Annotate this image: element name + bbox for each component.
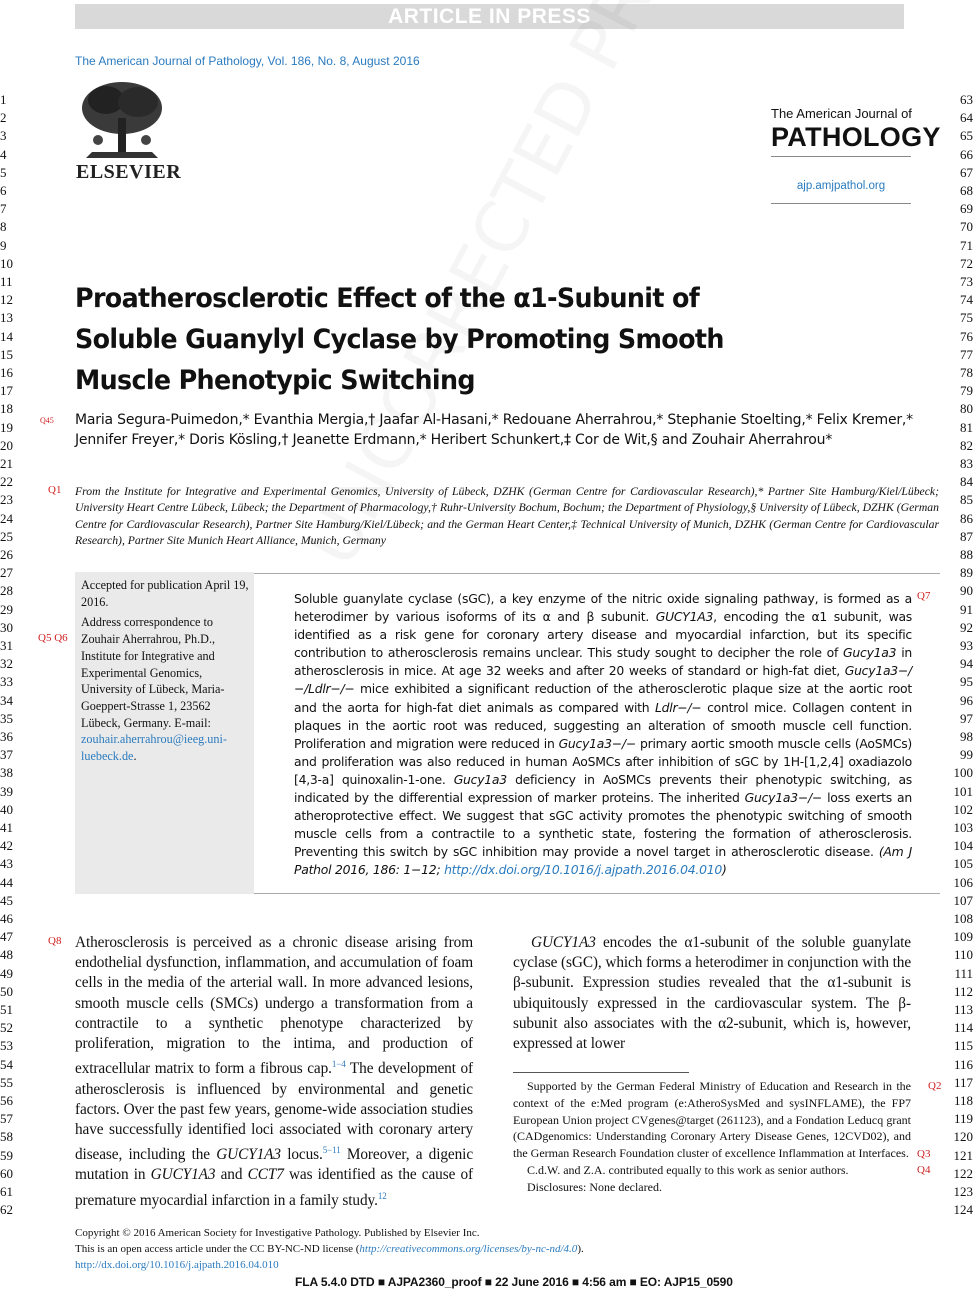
line-number: 97 [960, 710, 973, 726]
gene-name: GUCY1A3 [216, 1146, 281, 1164]
line-number: 96 [960, 692, 973, 708]
journal-brand-title: PATHOLOGY [771, 122, 941, 152]
line-number: 31 [0, 638, 13, 653]
line-number: 121 [953, 1147, 973, 1163]
line-number: 41 [0, 820, 13, 835]
gene-name: Gucy1a3−/− [558, 735, 636, 751]
line-number: 23 [0, 492, 13, 508]
line-number: 110 [953, 947, 973, 963]
line-number: 30 [0, 619, 13, 635]
line-number: 112 [953, 983, 973, 999]
line-number: 72 [960, 255, 973, 271]
query-mark-q7[interactable]: Q7 [917, 590, 931, 602]
line-number: 70 [960, 219, 973, 235]
line-number: 2 [0, 110, 7, 126]
line-number: 82 [960, 437, 973, 453]
line-number: 39 [0, 783, 13, 799]
line-number: 58 [0, 1129, 13, 1145]
line-number: 20 [0, 437, 13, 453]
line-number: 68 [960, 183, 973, 198]
line-number: 114 [953, 1020, 973, 1036]
line-number: 16 [0, 365, 13, 380]
line-number: 60 [0, 1165, 13, 1181]
article-info-text [81, 577, 253, 765]
line-number: 47 [0, 929, 13, 945]
line-number: 14 [0, 328, 13, 344]
publisher-name: ELSEVIER [76, 161, 182, 183]
gene-name: CCT7 [247, 1166, 284, 1184]
line-number: 59 [0, 1147, 13, 1163]
line-number: 65 [960, 128, 973, 144]
line-number: 115 [953, 1038, 973, 1054]
line-number: 76 [960, 328, 973, 344]
line-number: 122 [953, 1165, 973, 1181]
brand-divider-bottom [771, 203, 911, 204]
line-number: 106 [953, 874, 973, 890]
article-in-press-banner: ARTICLE IN PRESS [75, 4, 904, 29]
line-number: 12 [0, 292, 13, 308]
line-number: 7 [0, 201, 7, 217]
query-mark-q8[interactable]: Q8 [48, 935, 62, 947]
line-number: 120 [953, 1129, 973, 1145]
line-number: 81 [960, 419, 973, 435]
line-number: 24 [0, 510, 13, 526]
line-number: 35 [0, 710, 13, 726]
line-number: 108 [953, 911, 973, 926]
line-number: 67 [960, 164, 973, 180]
journal-citation-line: The American Journal of Pathology, Vol. 186, No. 8, August 2016 [75, 54, 420, 68]
line-number: 104 [953, 838, 973, 854]
line-number: 80 [960, 401, 973, 417]
line-number: 10 [0, 255, 13, 271]
journal-brand-small: The American Journal of [771, 106, 912, 121]
line-number: 3 [0, 128, 7, 144]
line-number: 88 [960, 547, 973, 562]
line-number: 98 [960, 729, 973, 744]
abstract-citation: (Am J Pathol 2016, 186: 1−12; [294, 844, 912, 878]
line-number: 92 [960, 619, 973, 635]
accepted-date: Accepted for publication April 19, 2016. [81, 578, 249, 609]
gene-name: Ldlr−/− [655, 699, 702, 715]
line-number: 40 [0, 801, 13, 817]
gene-name: Gucy1a3−/−/Ldlr−/− [294, 663, 912, 697]
line-number: 109 [953, 929, 973, 945]
line-number: 105 [953, 856, 973, 872]
abstract-bottom-rule [254, 893, 940, 894]
line-number: 56 [0, 1093, 13, 1108]
author-list [75, 410, 915, 450]
line-number: 37 [0, 747, 13, 763]
article-title: Proatherosclerotic Effect of the α1-Subunit of Soluble Guanylyl Cyclase by Promoting Smooth Muscle Phenotypic Switching [75, 283, 724, 396]
author-line-1: Maria Segura-Puimedon,* Evanthia Mergia,† Jaafar Al-Hasani,* Redouane Aherrahrou,* Stephanie Stoelting,* Felix Kremer,* [75, 412, 913, 428]
line-number: 91 [960, 601, 973, 617]
author-line-2: Jennifer Freyer,* Doris Kösling,† Jeanette Erdmann,* Heribert Schunkert,‡ Cor de Wit,§ and Zouhair Aherrahrou* [75, 432, 833, 448]
reference-link[interactable]: 12 [377, 1190, 387, 1201]
line-number: 75 [960, 310, 973, 326]
line-number: 63 [960, 92, 973, 107]
line-number: 87 [960, 528, 973, 544]
line-number: 74 [960, 292, 973, 308]
line-number: 102 [953, 801, 973, 817]
line-number: 15 [0, 346, 13, 362]
funding-footnotes [513, 1078, 911, 1196]
line-number: 34 [0, 692, 13, 708]
line-number: 6 [0, 183, 7, 198]
line-number: 79 [960, 383, 973, 399]
line-number: 48 [0, 947, 13, 963]
line-number: 116 [953, 1056, 973, 1072]
gene-name: GUCY1A3 [655, 609, 714, 625]
correspondence-email-link[interactable]: zouhair.aherrahrou@ieeg.uni-luebeck.de [81, 732, 227, 764]
journal-url-link[interactable]: ajp.amjpathol.org [796, 180, 886, 192]
copyright-block [75, 1225, 775, 1274]
line-number: 69 [960, 201, 973, 217]
funding-statement: Supported by the German Federal Ministry of Education and Research in the context of the e:Med program (e:AtheroSysMed and sysINFLAME), the FP7 European Union project CVgenes@target (261123), and a Fondation Leducq grant (CADgenomics: Understanding Coronary Artery Disease Genes, 12CVD02), and the German Research Foundation cluster of excellence Inflammation at Interfaces. [513, 1079, 911, 1161]
line-number: 50 [0, 983, 13, 999]
line-number: 46 [0, 911, 13, 926]
line-number: 84 [960, 474, 973, 490]
line-number: 107 [953, 892, 973, 908]
line-number: 8 [0, 219, 7, 235]
disclosures-note: Disclosures: None declared. [527, 1179, 662, 1194]
query-mark-q3[interactable]: Q3 [917, 1148, 931, 1160]
line-number: 64 [960, 110, 973, 126]
line-number: 29 [0, 601, 13, 617]
reference-link[interactable]: 5−11 [322, 1145, 341, 1156]
line-number: 119 [953, 1111, 973, 1127]
body-column-left: Atherosclerosis is perceived as a chronic disease arising from endothelial dysfunction, inflammation, and accumulation of foam cells in the media of the arterial wall. In more advanced lesions, smooth muscle cells (SMCs) undergo a transformation from a contractile to a synthetic phenotype characterized by proliferation, migration to the intima, and production of extracellular matrix to form a fibrous cap.$^{1-4}$ The development of atherosclerosis is influenced by environmental and genetic factors. Over the past few years, genome-wide association studies have successfully identified loci associated with coronary artery disease, including the GUCY1A3 locus.$^{5-11}$ Moreover, a digenic mutation in GUCY1A3 and CCT7 was identified as the cause of premature myocardial infarction in a family study.$^{12}$ [75, 934, 474, 1209]
copyright-line: Copyright © 2016 American Society for Investigative Pathology. Published by Elsevier Inc. [75, 1227, 480, 1239]
line-number: 49 [0, 965, 13, 981]
line-number: 89 [960, 565, 973, 581]
line-number: 54 [0, 1056, 13, 1072]
line-number: 66 [960, 146, 973, 162]
line-number: 57 [0, 1111, 13, 1127]
line-number: 95 [960, 674, 973, 690]
license-line: This is an open access article under the CC BY-NC-ND license (http://creativecommons.org/licenses/by-nc-nd/4.0). [75, 1243, 584, 1256]
brand-divider [771, 156, 911, 157]
line-number: 18 [0, 401, 13, 417]
line-number: 36 [0, 729, 13, 744]
body-column-right: GUCY1A3 encodes the α1-subunit of the soluble guanylate cyclase (sGC), which forms a heterodimer in conjunction with the β-subunit. Expression studies revealed that the α1-subunit is ubiquitously expressed in the cardiovascular system. The β-subunit also associates with the α2-subunit, which is, however, expressed at lower [513, 934, 912, 1053]
line-number: 11 [0, 274, 13, 289]
line-number: 103 [953, 820, 973, 835]
line-number: 1 [0, 92, 7, 107]
line-number: 61 [0, 1184, 13, 1199]
line-number: 111 [954, 965, 973, 981]
line-number: 28 [0, 583, 13, 599]
line-number: 13 [0, 310, 13, 326]
gene-name: Gucy1a3 [453, 771, 507, 787]
line-number: 45 [0, 892, 13, 908]
affiliation-text: From the Institute for Integrative and Experimental Genomics, University of Lübeck, DZHK (German Centre for Cardiovascular Research),* Partner Site Hamburg/Kiel/Lübeck; University Heart Centre Lübeck, Lübeck; the Department of Pharmacology,† Ruhr-University Bochum, Bochum; the Department of Physiology,§ University of Lübeck, DZHK (German Centre for Cardiovascular Research), Partner Site Hamburg/Kiel/Lübeck; and the German Heart Center,‡ Technical University of Munich, DZHK (German Centre for Cardiovascular Research), Partner Site Munich Heart Alliance, Munich, Germany [75, 485, 939, 547]
line-number: 51 [0, 1002, 13, 1017]
proof-footer: FLA 5.4.0 DTD ■ AJPA2360_proof ■ 22 June 2016 ■ 4:56 am ■ EO: AJP15_0590 [295, 1275, 733, 1289]
line-number: 94 [960, 656, 973, 672]
line-number: 32 [0, 656, 13, 672]
doi-link[interactable]: http://dx.doi.org/10.1016/j.ajpath.2016.04.010 [75, 1259, 279, 1272]
line-number: 33 [0, 674, 13, 690]
abstract-top-rule [254, 573, 940, 574]
line-number: 99 [960, 747, 973, 763]
query-mark-q1[interactable]: Q1 [48, 484, 62, 496]
line-number: 113 [953, 1002, 973, 1017]
line-number: 52 [0, 1020, 13, 1036]
line-number: 83 [960, 456, 973, 471]
equal-contribution-note: C.d.W. and Z.A. contributed equally to this work as senior authors. [527, 1162, 849, 1177]
gene-name: Gucy1a3 [843, 645, 897, 661]
line-number: 86 [960, 510, 973, 526]
line-number: 77 [960, 346, 973, 362]
abstract: Soluble guanylate cyclase (sGC), a key enzyme of the nitric oxide signaling pathway, is formed as a heterodimer by various isoforms of its α and β subunit. GUCY1A3, encoding the α1 subunit, was identified as a risk gene for coronary artery disease and myocardial infarction, but its specific contribution to atherosclerosis remains unclear. This study sought to decipher the role of Gucy1a3 in atherosclerosis in mice. At age 32 weeks and after 20 weeks of standard or high-fat diet, Gucy1a3−/−/Ldlr−/− mice exhibited a significant reduction of the atherosclerotic plaque size at the aortic root and the aorta for high-fat diet animals as compared with Ldlr−/− control mice. Collagen content in plaques in the aortic root was reduced, suggesting an alteration of smooth muscle cell function. Proliferation and migration were reduced in Gucy1a3−/− primary aortic smooth muscle cells (AoSMCs) and proliferation was also reduced in human AoSMCs after inhibition of sGC by 1H-[1,2,4] oxadiazolo [4,3-a] quinoxalin-1-one. Gucy1a3 deficiency in AoSMCs prevents their phenotypic switching, as indicated by the differential expression of marker proteins. The inherited Gucy1a3−/− loss exerts an atheroprotective effect. We suggest that sGC activity promotes the phenotypic switching of smooth muscle cells from a contractile to a synthetic state, fostering the formation of atherosclerosis. Preventing this switch by sGC inhibition may provide a novel target in atherosclerotic disease. (Am J Pathol 2016, 186: 1−12; http://dx.doi.org/10.1016/j.ajpath.2016.04.010) [294, 591, 913, 878]
line-number: 100 [953, 765, 973, 781]
line-number: 101 [953, 783, 973, 799]
line-number: 25 [0, 528, 13, 544]
line-number: 26 [0, 547, 13, 562]
line-number: 27 [0, 565, 13, 581]
line-number: 5 [0, 164, 7, 180]
line-number: 53 [0, 1038, 13, 1054]
line-number: 73 [960, 274, 973, 289]
correspondence-address: Address correspondence to Zouhair Aherrahrou, Ph.D., Institute for Integrative and Experimental Genomics, University of Lübeck, Maria-Goeppert-Strasse 1, 23562 Lübeck, Germany. E-mail: zouhair.aherrahrou@ieeg.uni-luebeck.de. [81, 615, 227, 764]
gene-name: GUCY1A3 [531, 934, 596, 951]
query-mark-q2[interactable]: Q2 [928, 1080, 942, 1092]
license-link[interactable]: http://creativecommons.org/licenses/by-nc-nd/4.0 [359, 1243, 578, 1256]
line-number: 19 [0, 419, 13, 435]
line-number: 38 [0, 765, 13, 781]
gene-name: GUCY1A3 [150, 1166, 216, 1184]
line-number: 117 [953, 1074, 973, 1090]
line-number: 118 [953, 1093, 973, 1108]
line-number: 21 [0, 456, 13, 471]
footnote-rule [513, 1072, 689, 1073]
query-mark-q5-q6[interactable]: Q5 Q6 [38, 632, 68, 644]
query-mark-q45[interactable]: Q45 [40, 416, 54, 425]
reference-link[interactable]: 1−4 [331, 1059, 346, 1070]
abstract-doi-link[interactable]: http://dx.doi.org/10.1016/j.ajpath.2016.04.010 [444, 862, 722, 878]
line-number: 123 [953, 1184, 973, 1199]
line-number: 44 [0, 874, 13, 890]
line-number: 9 [0, 237, 7, 253]
line-number: 78 [960, 365, 973, 380]
line-number: 93 [960, 638, 973, 653]
line-number: 85 [960, 492, 973, 508]
line-number: 17 [0, 383, 13, 399]
line-number: 4 [0, 146, 7, 162]
line-number: 43 [0, 856, 13, 872]
line-number: 124 [953, 1202, 973, 1218]
gene-name: Gucy1a3−/− [744, 790, 823, 806]
line-number: 90 [960, 583, 973, 599]
line-number: 71 [960, 237, 973, 253]
query-mark-q4[interactable]: Q4 [917, 1164, 931, 1176]
line-number: 22 [0, 474, 13, 490]
line-number: 42 [0, 838, 13, 854]
line-number: 62 [0, 1202, 13, 1218]
line-number: 55 [0, 1074, 13, 1090]
